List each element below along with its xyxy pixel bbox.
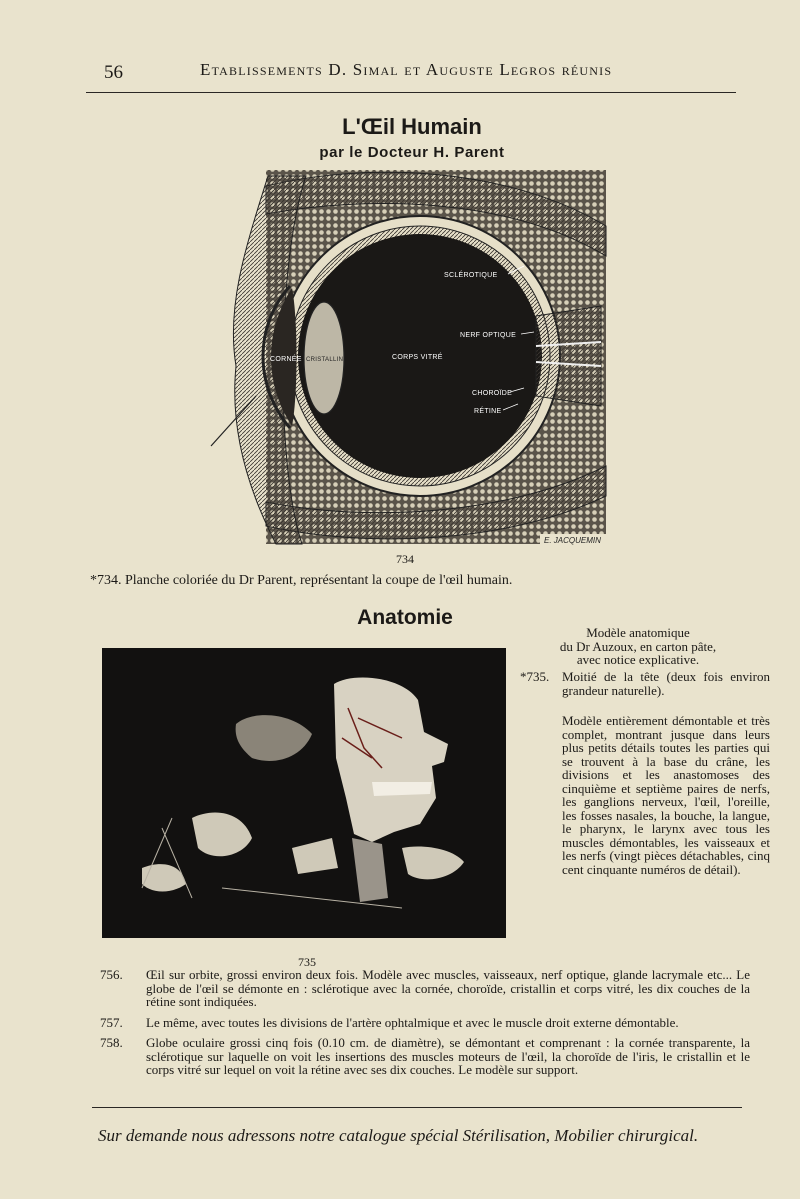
label-nerf-optique: NERF OPTIQUE xyxy=(460,332,517,339)
item-number: 758. xyxy=(100,1035,123,1050)
optic-nerve xyxy=(536,306,601,406)
section-title-eye: L'Œil Humain xyxy=(342,114,482,139)
catalog-list xyxy=(100,968,750,1084)
engraver-signature: E. JACQUEMIN xyxy=(544,536,601,545)
list-item xyxy=(100,968,750,1009)
list-item xyxy=(100,1016,750,1030)
side-intro-line: avec notice explicative. xyxy=(576,652,700,667)
item-number: 756. xyxy=(100,967,123,982)
page-number: 56 xyxy=(104,62,123,83)
footer-note: Sur demande nous adressons notre catalogue spécial Stérilisation, Mobilier chirurgical. xyxy=(98,1126,699,1145)
label-corps-vitre: CORPS VITRÉ xyxy=(392,354,443,361)
figure-number-735: 735 xyxy=(298,955,316,969)
item-text: Le même, avec toutes les divisions de l'artère ophtalmique et avec le muscle droit externe démontable. xyxy=(146,1014,679,1030)
label-choroide: CHOROÏDE xyxy=(472,390,513,397)
footer-rule xyxy=(92,1107,742,1108)
label-cornee: CORNÉE xyxy=(270,356,302,363)
anatomy-model-photo xyxy=(102,648,506,938)
item-number: 757. xyxy=(100,1014,123,1030)
item-735 xyxy=(520,670,770,697)
item-735-number: *735. xyxy=(520,669,550,684)
side-intro-line: du Dr Auzoux, en carton pâte, xyxy=(559,638,717,654)
label-sclerotique: SCLÉROTIQUE xyxy=(444,272,498,279)
item-text: Globe oculaire grossi cinq fois (0.10 cm. de diamètre), se démontant et comprenant : la cornée transparente, la sclérotique sur laquelle on voit les insertions des muscles moteurs de l'œil, la choroïde de l'iris, le cristallin et le corps vitré sur lequel on voit la rétine avec ses dix couches. Le modèle sur support. xyxy=(146,1035,750,1077)
teeth xyxy=(372,782,432,796)
item-text: Œil sur orbite, grossi environ deux fois. Modèle avec muscles, vaisseaux, nerf optique, glande lacrymale etc... Le globe de l'œil se démonte en : sclérotique avec la cornée, choroïde, cristallin et corps vitré, les dix couches de la rétine sont indiquées. xyxy=(146,967,750,1009)
item-735-text: Moitié de la tête (deux fois environ grandeur naturelle). xyxy=(562,669,770,698)
item-735-description: Modèle entièrement démontable et très complet, montrant jusque dans leurs plus petits détails toutes les parties qui se trouvent à la base du crâne, les divisions et les anastomoses des cinquième et septième paires de nerfs, les ganglions nerveux, l'œil, l'oreille, les fosses nasales, la bouche, la langue, le pharynx, le larynx avec tous les muscles démontables, les vaisseaux et les nerfs (vingt pièces détachables, cinq cent cinquante numéros de détail). xyxy=(562,713,770,877)
section-title-anatomie: Anatomie xyxy=(357,606,453,629)
side-intro xyxy=(520,626,756,667)
eye-diagram xyxy=(206,166,612,548)
side-intro-line: Modèle anatomique xyxy=(586,625,690,640)
running-title: Etablissements D. Simal et Auguste Legros réunis xyxy=(200,60,613,79)
header-rule xyxy=(86,92,736,93)
label-cristallin: CRISTALLIN xyxy=(306,357,344,363)
figure-number-734: 734 xyxy=(396,552,414,566)
label-retine: RÉTINE xyxy=(474,408,502,415)
section-subtitle-eye: par le Docteur H. Parent xyxy=(319,144,505,161)
page-header xyxy=(0,56,800,86)
list-item xyxy=(100,1036,750,1077)
caption-734: *734. Planche coloriée du Dr Parent, représentant la coupe de l'œil humain. xyxy=(90,573,513,588)
